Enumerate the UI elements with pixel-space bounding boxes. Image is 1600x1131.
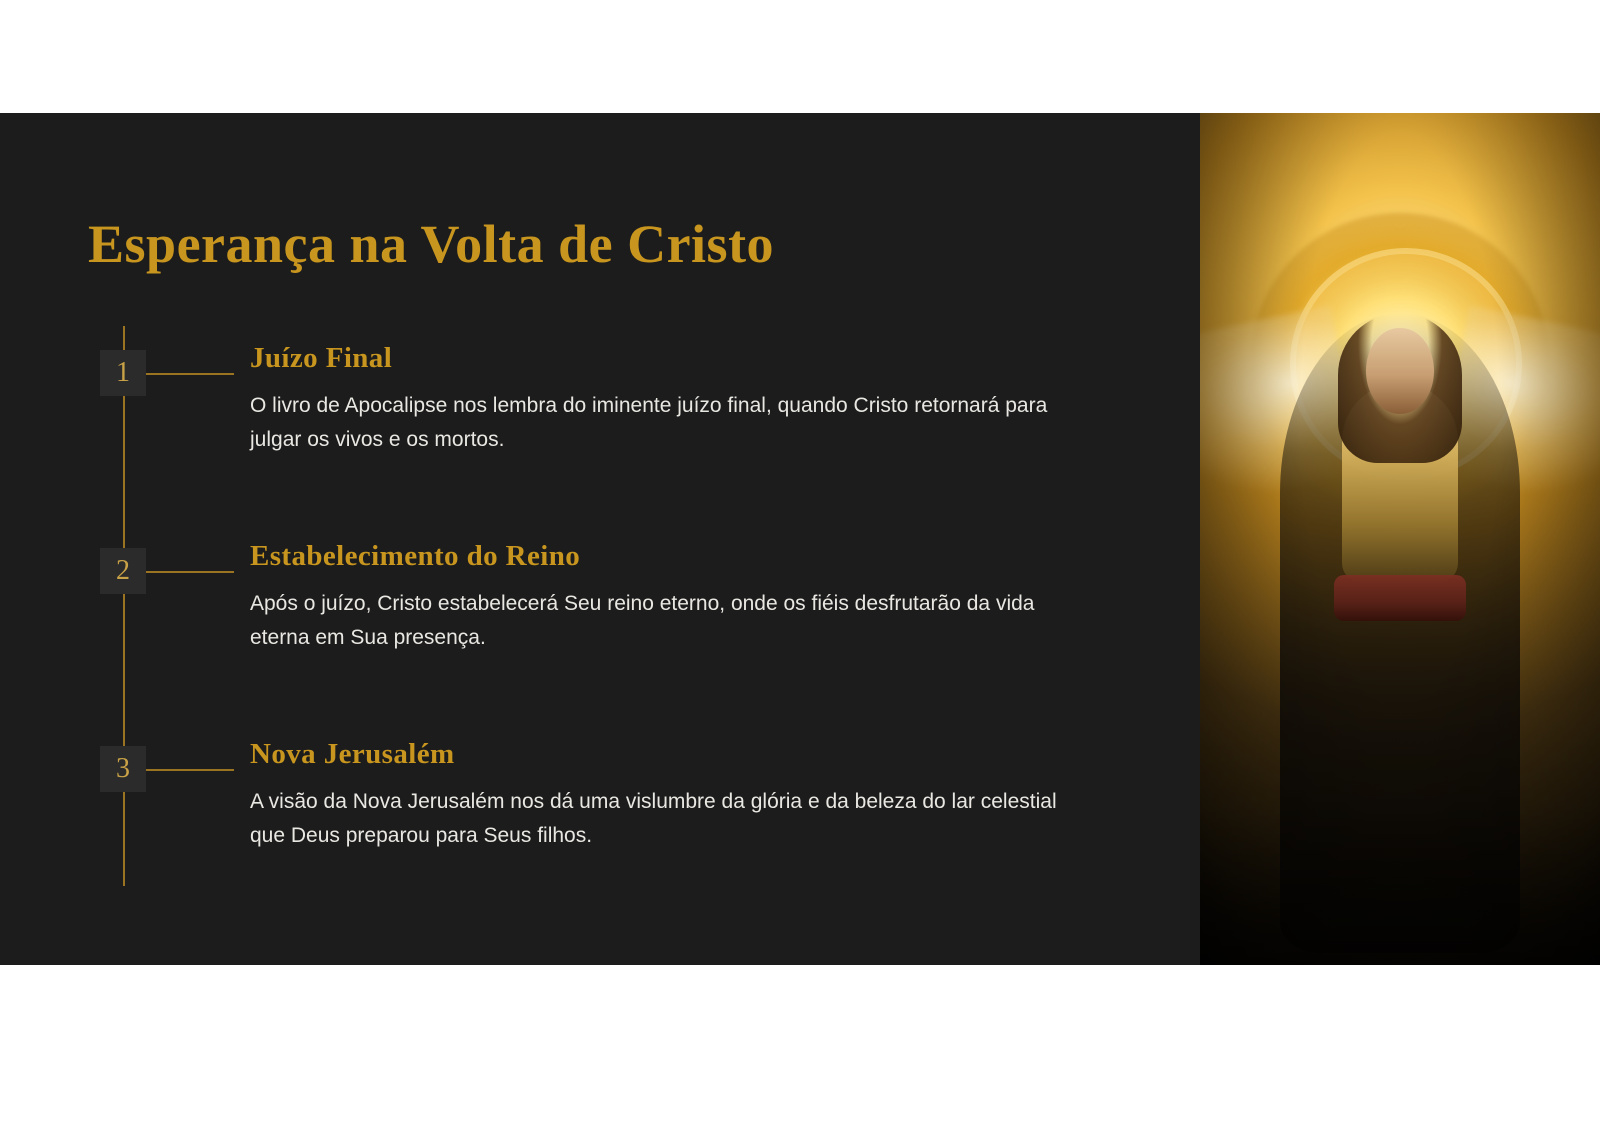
timeline-connector-3	[146, 769, 234, 771]
list-item-heading: Nova Jerusalém	[250, 738, 455, 770]
list-item	[88, 318, 1148, 468]
timeline-marker-number: 3	[116, 753, 130, 784]
list-item-content	[250, 342, 1110, 457]
timeline-connector-2	[146, 571, 234, 573]
slide-content-area	[0, 113, 1200, 965]
timeline-marker-number: 2	[116, 555, 130, 586]
list-item-content	[250, 540, 1110, 655]
list-item-text: Após o juízo, Cristo estabelecerá Seu reino eterno, onde os fiéis desfrutarão da vida eterna em Sua presença.	[250, 592, 1035, 650]
list-item-text: O livro de Apocalipse nos lembra do iminente juízo final, quando Cristo retornará para julgar os vivos e os mortos.	[250, 394, 1048, 452]
timeline-marker-1	[100, 350, 146, 396]
timeline-list	[88, 318, 1148, 912]
list-item-content	[250, 738, 1110, 853]
timeline-connector-1	[146, 373, 234, 375]
timeline-marker-number: 1	[116, 357, 130, 388]
page-title: Esperança na Volta de Cristo	[88, 214, 775, 274]
timeline-marker-2	[100, 548, 146, 594]
list-item	[88, 714, 1148, 864]
list-item-text: A visão da Nova Jerusalém nos dá uma vislumbre da glória e da beleza do lar celestial que Deus preparou para Seus filhos.	[250, 790, 1057, 848]
timeline-marker-3	[100, 746, 146, 792]
presentation-slide	[0, 113, 1600, 965]
list-item-heading: Juízo Final	[250, 342, 393, 374]
list-item-heading: Estabelecimento do Reino	[250, 540, 581, 572]
image-vignette	[1200, 113, 1600, 965]
list-item	[88, 516, 1148, 666]
christ-returning-illustration	[1200, 113, 1600, 965]
